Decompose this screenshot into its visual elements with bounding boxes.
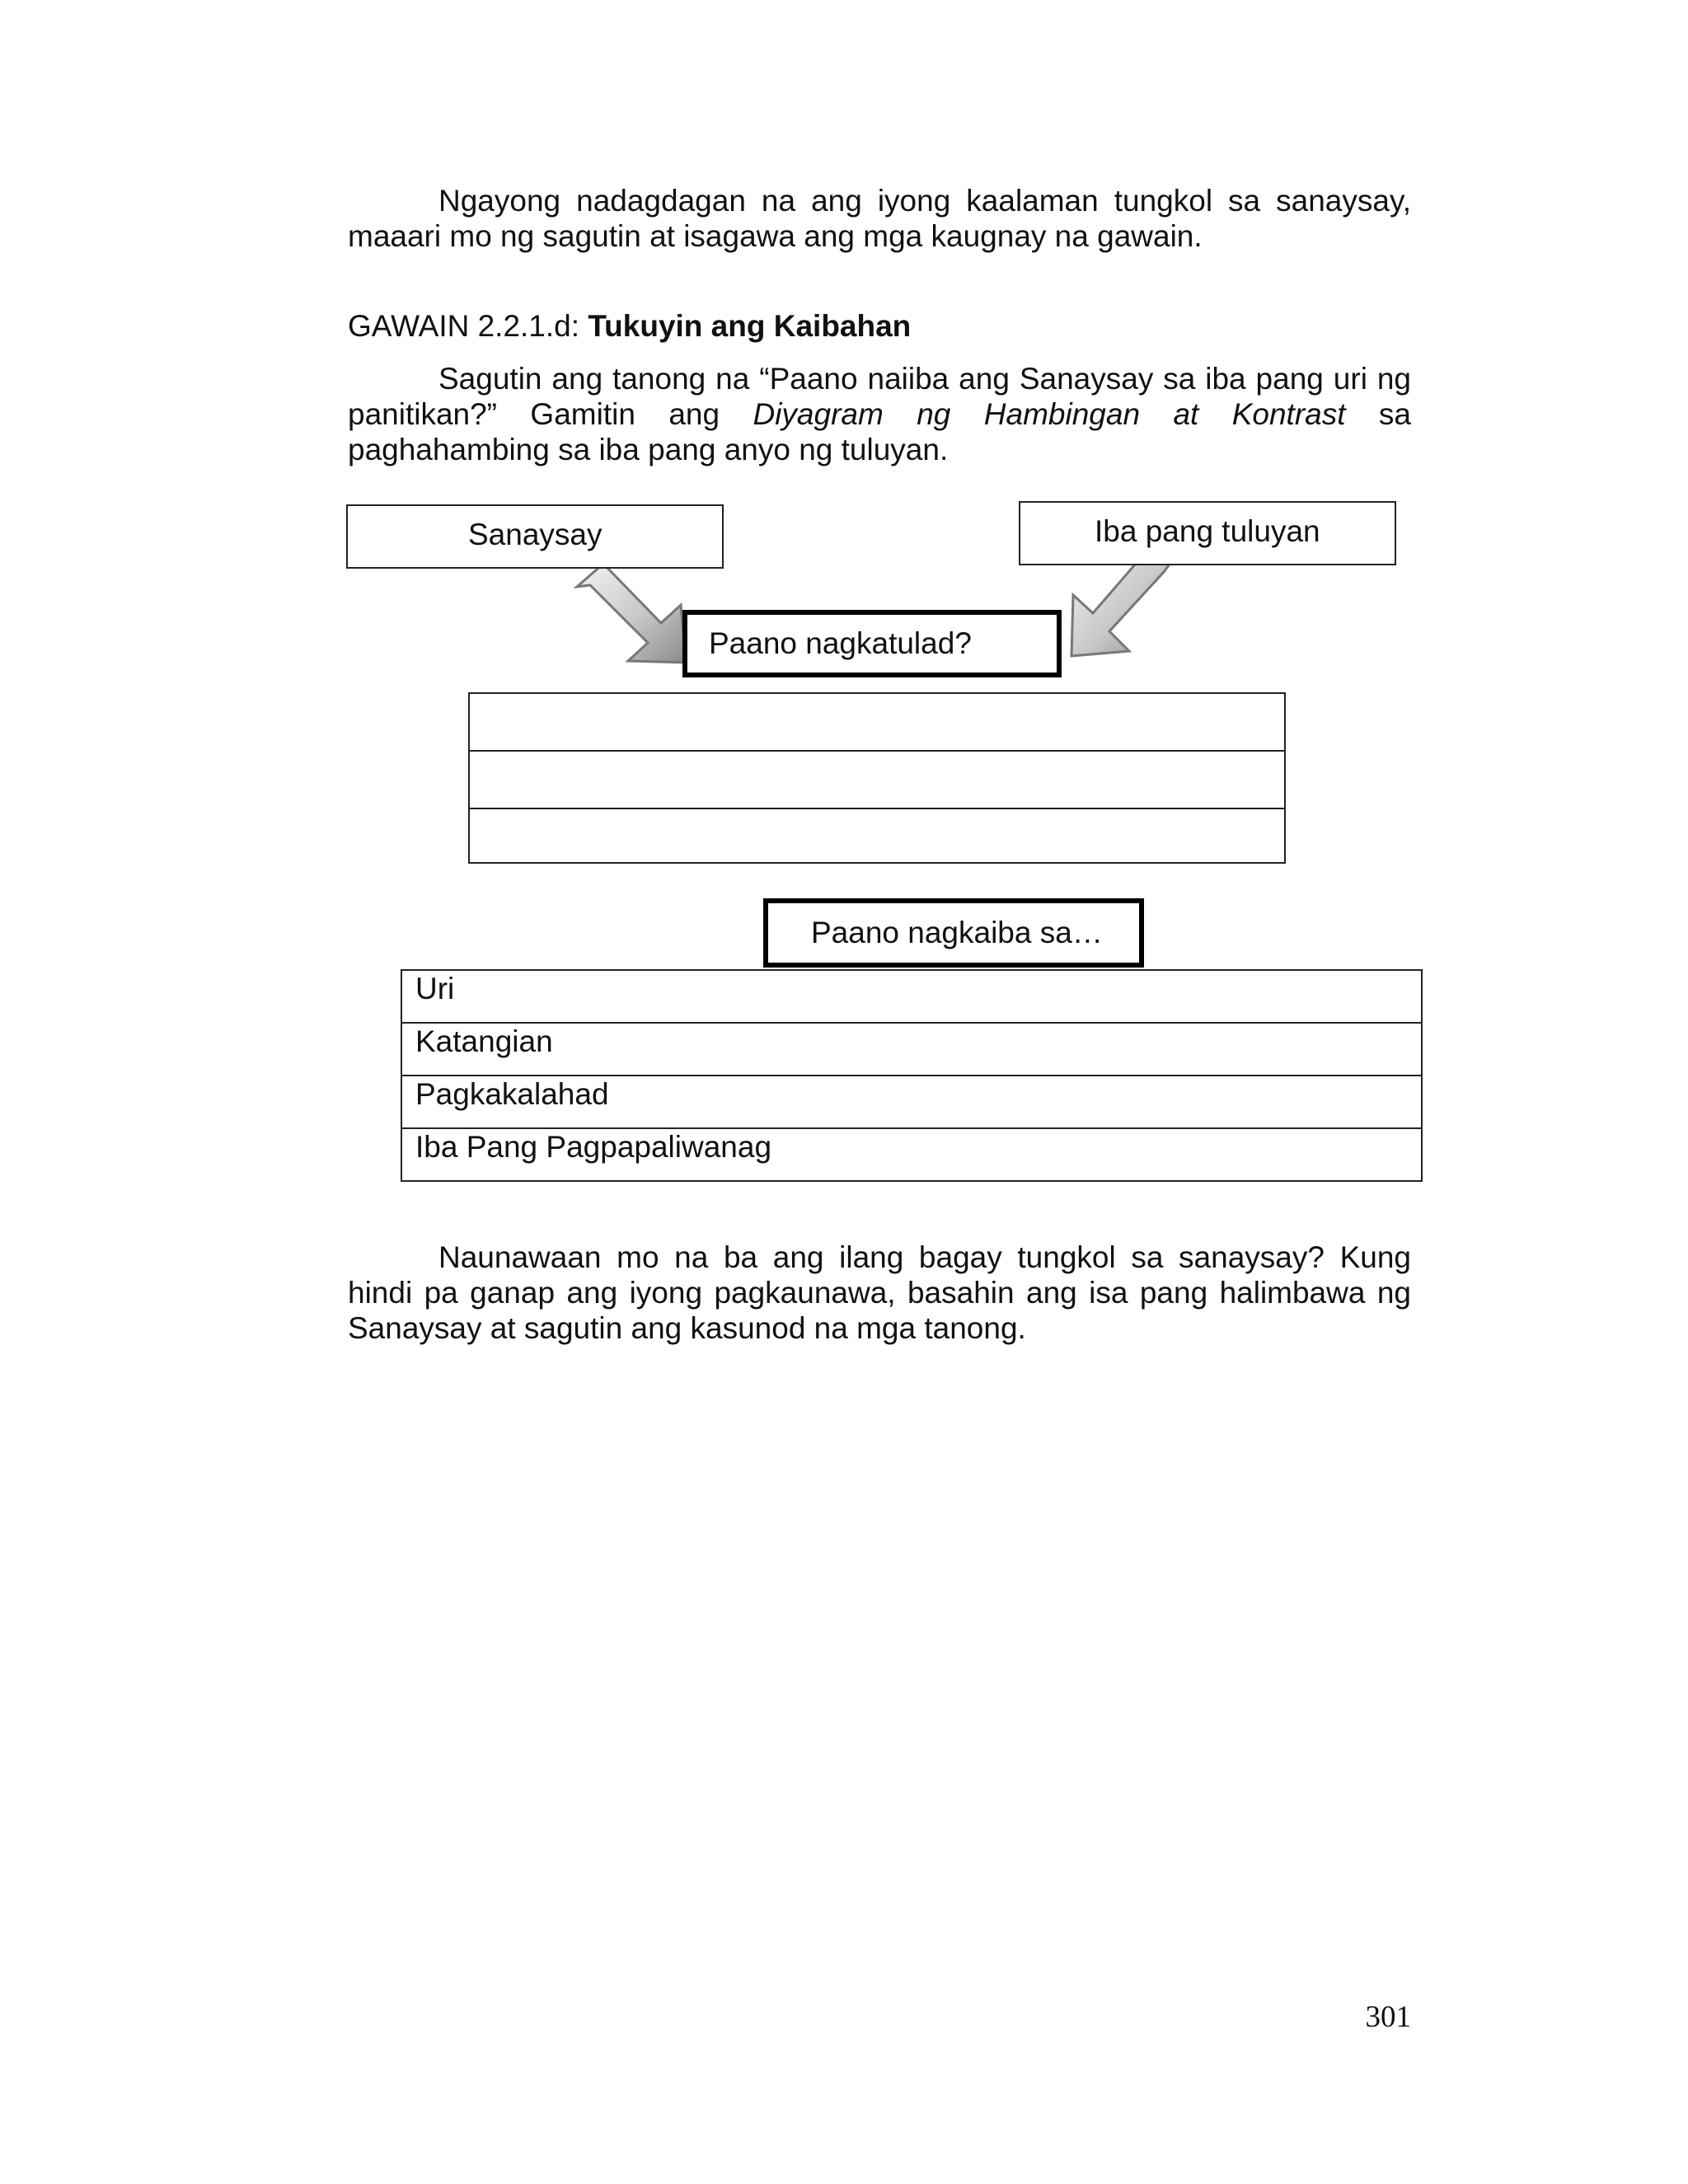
category-iba-pang-pagpapaliwanag[interactable]: Iba Pang Pagpapaliwanag bbox=[401, 1128, 1422, 1181]
category-katangian[interactable]: Katangian bbox=[401, 1023, 1422, 1076]
intro-paragraph: Ngayong nadagdagan na ang iyong kaalaman tungkol sa sanaysay, maaari mo ng sagutin at isagawa ang mga kaugnay na gawain. bbox=[348, 184, 1411, 253]
similarity-answer-row[interactable] bbox=[468, 692, 1286, 752]
activity-label: GAWAIN 2.2.1.d: bbox=[348, 309, 588, 343]
table-row bbox=[401, 970, 1422, 1023]
left-arrow-icon bbox=[577, 564, 686, 663]
table-row bbox=[401, 1128, 1422, 1181]
category-pagkakalahad[interactable]: Pagkakalahad bbox=[401, 1076, 1422, 1128]
similarity-answer-row[interactable] bbox=[468, 808, 1286, 864]
page-number: 301 bbox=[1365, 2000, 1411, 2034]
right-arrow-icon bbox=[1071, 552, 1169, 656]
closing-paragraph: Naunawaan mo na ba ang ilang bagay tungkol sa sanaysay? Kung hindi pa ganap ang iyong pagkaunawa, basahin ang isa pang halimbawa ng Sanaysay at sagutin ang kasunod na mga tanong. bbox=[348, 1240, 1411, 1345]
table-row bbox=[401, 1076, 1422, 1128]
iba-pang-tuluyan-box: Iba pang tuluyan bbox=[1019, 501, 1396, 565]
instructions-part2: sa paghahambing sa iba pang anyo ng tuluyan. bbox=[348, 397, 1412, 466]
difference-label-box: Paano nagkaiba sa… bbox=[763, 898, 1144, 968]
similarity-label-box: Paano nagkatulad? bbox=[682, 610, 1062, 677]
sanaysay-box: Sanaysay bbox=[346, 504, 724, 569]
category-uri[interactable]: Uri bbox=[401, 970, 1422, 1023]
table-row bbox=[401, 1023, 1422, 1076]
difference-table bbox=[401, 969, 1423, 1182]
activity-title: Tukuyin ang Kaibahan bbox=[588, 309, 912, 343]
instructions-part1: Sagutin ang tanong na “Paano naiiba ang Sanaysay sa iba pang uri ng panitikan?” Gamitin ang bbox=[348, 362, 1411, 431]
similarity-answer-row[interactable] bbox=[468, 750, 1286, 809]
instructions-italic: Diyagram ng Hambingan at Kontrast bbox=[753, 397, 1346, 431]
